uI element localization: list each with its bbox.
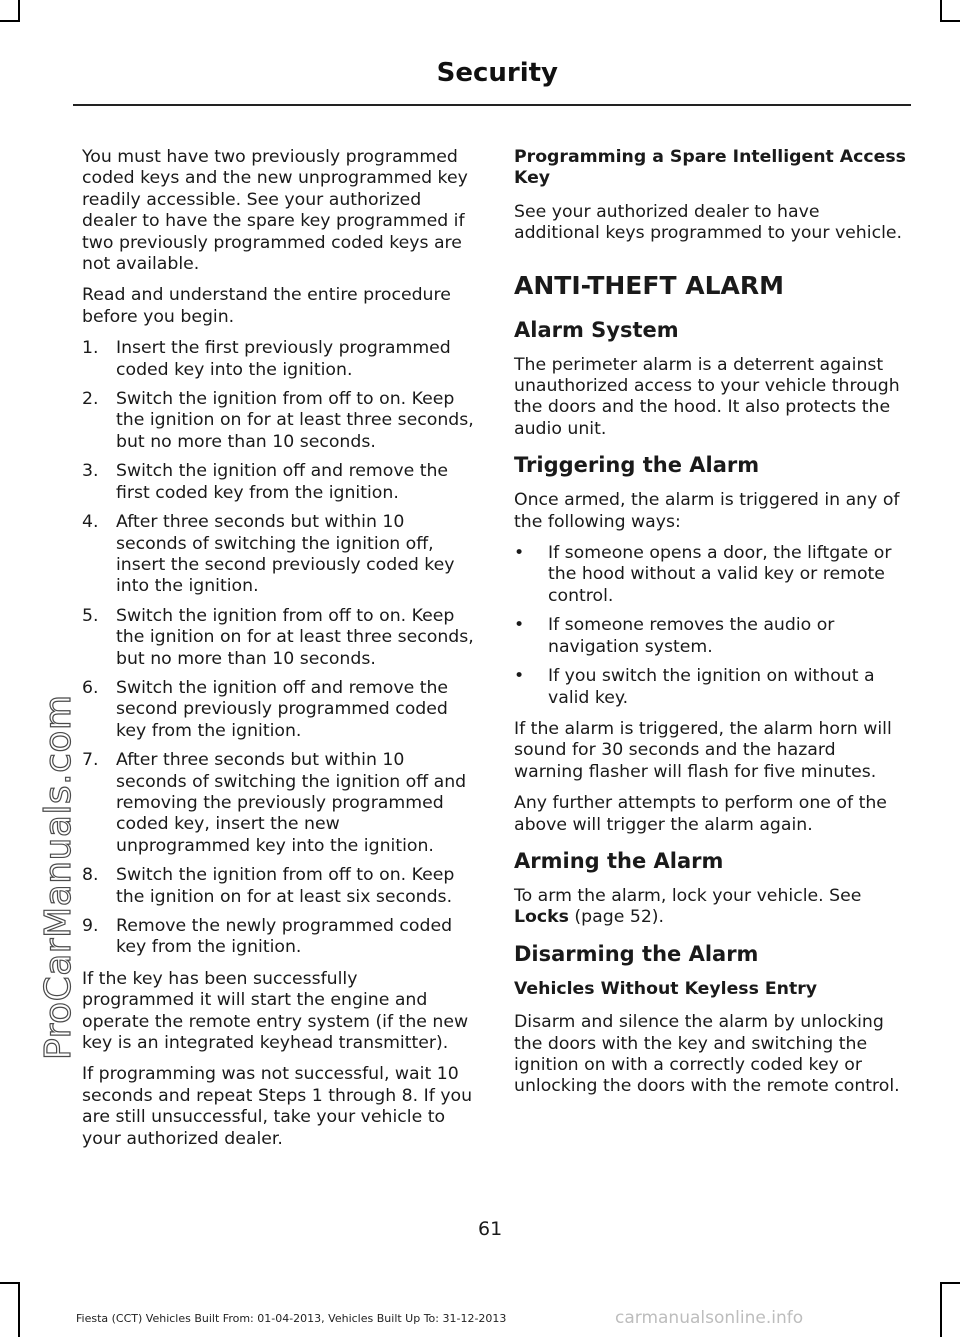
trigger-text: If someone opens a door, the liftgate or the hood without a valid key or remote control.: [548, 543, 892, 606]
without-keyless-paragraph: Disarm and silence the alarm by unlocking the doors with the key and switching the ignition on with a correctly coded key or unlocking the doors with the remote control.: [514, 1012, 900, 1097]
step-item: [82, 338, 474, 381]
anti-theft-heading: ANTI-THEFT ALARM: [514, 270, 784, 300]
step-number: 5.: [82, 605, 99, 626]
trigger-item: [514, 543, 908, 607]
arming-heading: Arming the Alarm: [514, 848, 724, 873]
step-text: Switch the ignition from off to on. Keep the ignition on for at least three seconds, but no more than 10 seconds.: [116, 605, 474, 669]
spare-key-heading: Programming a Spare Intelligent Access Key: [514, 147, 906, 189]
page-title: Security: [436, 58, 558, 88]
crop-mark: [940, 1282, 960, 1284]
step-number: 3.: [82, 461, 99, 482]
step-number: 6.: [82, 677, 99, 698]
triggering-heading: Triggering the Alarm: [514, 453, 760, 478]
crop-mark: [18, 1282, 20, 1337]
arming-text: To arm the alarm, lock your vehicle. See: [514, 885, 862, 906]
trigger-item: [514, 615, 908, 658]
triggered-paragraph: If the alarm is triggered, the alarm horn will sound for 30 seconds and the hazard warning flasher will flash for five minutes.: [514, 718, 892, 782]
step-item: [82, 512, 474, 598]
step-text: After three seconds but within 10 seconds of switching the ignition off, insert the second previously coded key into the ignition.: [116, 512, 455, 597]
crop-mark: [940, 1282, 942, 1337]
step-text: Switch the ignition off and remove the first coded key from the ignition.: [116, 461, 449, 503]
step-text: Insert the first previously programmed coded key into the ignition.: [116, 338, 451, 380]
without-keyless-heading: Vehicles Without Keyless Entry: [514, 978, 818, 999]
further-attempts-paragraph: Any further attempts to perform one of the above will trigger the alarm again.: [514, 793, 887, 835]
step-text: After three seconds but within 10 seconds of switching the ignition off and removing the previously programmed coded key, insert the new unprogrammed key into the ignition.: [116, 750, 467, 856]
step-number: 1.: [82, 338, 99, 359]
spare-key-paragraph: See your authorized dealer to have additional keys programmed to your vehicle.: [514, 201, 902, 244]
step-number: 9.: [82, 916, 99, 936]
bullet: •: [514, 543, 525, 564]
step-text: Remove the newly programmed coded key from the ignition.: [116, 916, 453, 958]
programming-steps: [82, 338, 474, 959]
alarm-system-heading: Alarm System: [514, 317, 679, 342]
step-number: 8.: [82, 865, 99, 886]
step-text: Switch the ignition from off to on. Keep the ignition on for at least six seconds.: [116, 865, 455, 907]
step-item: [82, 389, 474, 453]
success-paragraph: If the key has been successfully programmed it will start the engine and operate the remote entry system (if the new key is an integrated keyhead transmitter).: [82, 968, 469, 1054]
step-item: [82, 461, 474, 504]
side-watermark: ProCarManuals.com: [38, 694, 79, 1060]
trigger-list: [514, 543, 908, 709]
page-number: 61: [478, 1218, 503, 1240]
footer-text: Fiesta (CCT) Vehicles Built From: 01-04-2013, Vehicles Built Up To: 31-12-2013: [76, 1312, 507, 1325]
alarm-system-paragraph: The perimeter alarm is a deterrent against unauthorized access to your vehicle through the doors and the hood. It also protects the audio unit.: [514, 354, 900, 439]
disarming-heading: Disarming the Alarm: [514, 941, 759, 966]
trigger-item: [514, 666, 908, 709]
crop-mark: [18, 0, 20, 22]
step-number: 7.: [82, 750, 99, 771]
right-column: [514, 147, 908, 1108]
step-item: [82, 750, 474, 857]
crop-mark: [940, 0, 942, 22]
left-column: [82, 147, 474, 1160]
step-number: 4.: [82, 512, 99, 533]
trigger-text: If you switch the ignition on without a valid key.: [548, 666, 875, 708]
step-item: [82, 916, 474, 959]
step-item: [82, 678, 474, 742]
arming-paragraph: [514, 886, 908, 929]
footer-watermark: carmanualsonline.info: [615, 1308, 804, 1328]
failure-paragraph: If programming was not successful, wait 10 seconds and repeat Steps 1 through 8. If you are still unsuccessful, take your vehicle to your authorized dealer.: [82, 1064, 473, 1149]
intro-paragraph: You must have two previously programmed coded keys and the new unprogrammed key readily accessible. See your authorized dealer to have the spare key programmed if two previously programmed coded keys are not available.: [82, 147, 468, 275]
read-first-paragraph: Read and understand the entire procedure before you begin.: [82, 285, 451, 327]
step-text: Switch the ignition off and remove the second previously programmed coded key from the ignition.: [116, 677, 449, 741]
triggering-intro: Once armed, the alarm is triggered in any of the following ways:: [514, 490, 900, 532]
crop-mark: [0, 20, 20, 22]
step-item: [82, 865, 474, 908]
step-text: Switch the ignition from off to on. Keep the ignition on for at least three seconds, but no more than 10 seconds.: [116, 389, 474, 452]
step-item: [82, 606, 474, 670]
crop-mark: [940, 20, 960, 22]
step-number: 2.: [82, 389, 99, 410]
bullet: •: [514, 615, 525, 636]
crop-mark: [0, 1282, 20, 1284]
page-reference: (page 52).: [574, 907, 665, 928]
locks-link[interactable]: Locks: [514, 907, 569, 928]
header-rule: [73, 104, 911, 106]
bullet: •: [514, 666, 525, 687]
trigger-text: If someone removes the audio or navigation system.: [548, 615, 835, 657]
